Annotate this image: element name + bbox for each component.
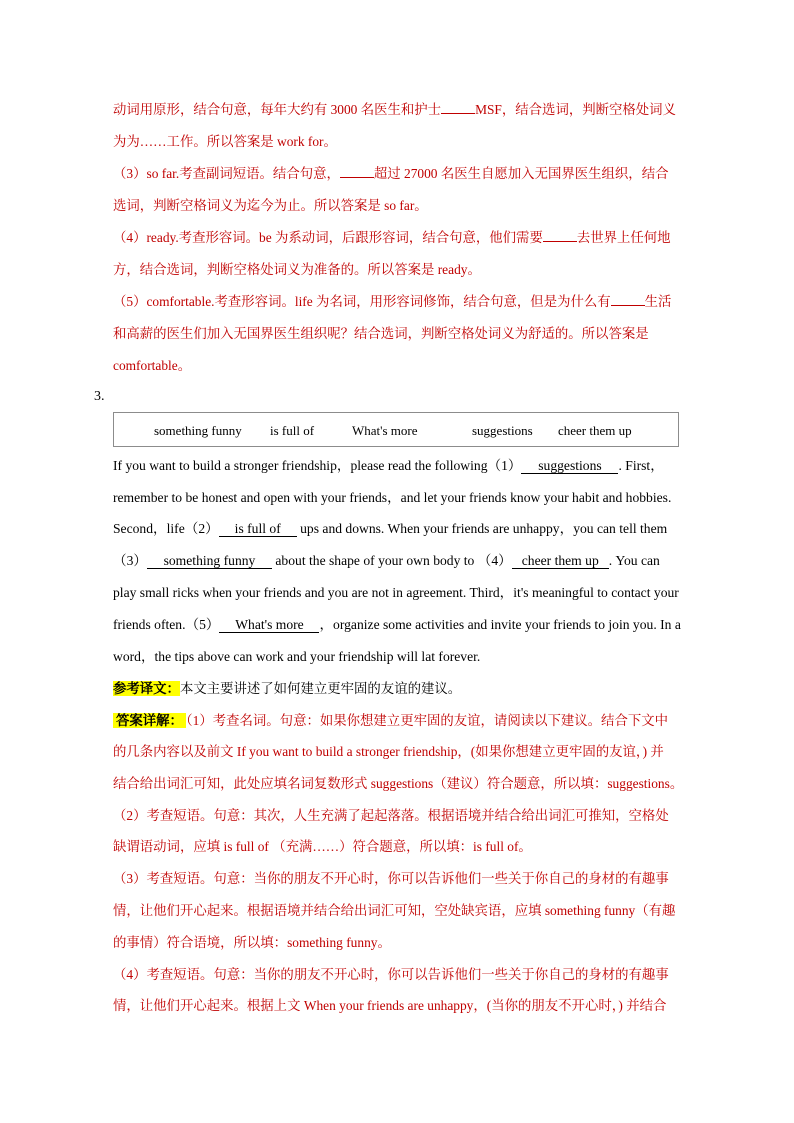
prev-line-4: 选词，判断空格词义为迄今为止。所以答案是 so far。 <box>113 198 428 213</box>
prev-line-1: 动词用原形，结合句意，每年大约有 3000 名医生和护士 MSF，结合选词，判断空格处词义 <box>113 102 676 117</box>
answer-line-9: （4）考查短语。句意：当你的朋友不开心时，你可以告诉他们一些关于你自己的身材的有趣事 <box>113 967 669 982</box>
answer-line-8: 的事情）符合语境，所以填：something funny。 <box>113 935 391 950</box>
answer-line-4: （2）考查短语。句意：其次，人生充满了起起落落。根据语境并结合给出词汇可推知，空格处 <box>113 808 669 823</box>
blank-line <box>340 177 374 178</box>
answer-line-6: （3）考查短语。句意：当你的朋友不开心时，你可以告诉他们一些关于你自己的身材的有趣事 <box>113 871 669 886</box>
prev-line-7: （5）comfortable.考查形容词。life 为名词，用形容词修饰，结合句意，但是为什么有 生活 <box>113 294 672 309</box>
answer-line-5: 缺谓语动词，应填 is full of （充满……）符合题意，所以填：is full of。 <box>113 839 532 854</box>
prev-line-8: 和高薪的医生们加入无国界医生组织呢？结合选词，判断空格处词义为舒适的。所以答案是 <box>113 326 649 341</box>
answer-blank-1: suggestions <box>521 458 618 474</box>
answer-line-7: 情，让他们开心起来。根据语境并结合给出词汇可知，空处缺宾语，应填 something funny（有趣 <box>113 903 676 918</box>
answer-line-10: 情，让他们开心起来。根据上文 When your friends are unhappy，(当你的朋友不开心时，) 并结合 <box>113 998 667 1013</box>
answer-line-1: 答案详解： （1）考查名词。句意：如果你想建立更牢固的友谊，请阅读以下建议。结合下文中 <box>113 712 703 730</box>
word-option: is full of <box>270 423 315 438</box>
passage-line-6: friends often.（5） What's more ，organize some activities and invite your friends to join you. In a <box>113 617 681 632</box>
answer-line-3: 结合给出词汇可知，此处应填名词复数形式 suggestions（建议）符合题意，所以填：suggestions。 <box>113 776 684 791</box>
word-box <box>113 412 679 447</box>
answer-line-2: 的几条内容以及前文 If you want to build a stronger friendship，(如果你想建立更牢固的友谊，) 并 <box>113 744 664 759</box>
word-option: something funny <box>154 423 242 438</box>
translation-line: 参考译文：本文主要讲述了如何建立更牢固的友谊的建议。 <box>113 681 462 696</box>
passage-line-1: If you want to build a stronger friendship，please read the following（1） suggestions . First， <box>113 458 664 473</box>
word-option: What's more <box>352 423 418 438</box>
prev-line-2: 为为……工作。所以答案是 work for。 <box>113 134 337 149</box>
passage-line-4: （3） something funny about the shape of your own body to （4） cheer them up . You can <box>113 553 660 568</box>
passage-line-7: word，the tips above can work and your friendship will lat forever. <box>113 649 481 664</box>
question-number: 3. <box>94 389 105 404</box>
answer-blank-4: cheer them up <box>512 553 609 569</box>
prev-line-6: 方，结合选词，判断空格处词义为准备的。所以答案是 ready。 <box>113 262 481 277</box>
passage-line-3: Second，life（2） is full of ups and downs. When your friends are unhappy，you can tell them <box>113 521 668 536</box>
answer-label: 答案详解： <box>113 713 186 728</box>
blank-line <box>611 305 645 306</box>
prev-line-9: comfortable。 <box>113 358 192 373</box>
word-option: cheer them up <box>558 423 632 438</box>
answer-blank-3: something funny <box>147 553 272 569</box>
passage-line-5: play small ricks when your friends and you are not in agreement. Third，it's meaningful to contact your <box>113 585 679 600</box>
prev-line-3: （3）so far.考查副词短语。结合句意， 超过 27000 名医生自愿加入无国界医生组织，结合 <box>113 166 669 181</box>
translation-label: 参考译文： <box>113 681 180 696</box>
answer-blank-2: is full of <box>219 521 297 537</box>
blank-line <box>543 241 577 242</box>
prev-line-5: （4）ready.考查形容词。be 为系动词，后跟形容词，结合句意，他们需要 去世界上任何地 <box>113 230 671 245</box>
word-option: suggestions <box>472 423 533 438</box>
blank-line <box>441 113 475 114</box>
answer-blank-5: What's more <box>219 617 319 633</box>
passage-line-2: remember to be honest and open with your friends，and let your friends know your habit and hobbies. <box>113 490 672 505</box>
